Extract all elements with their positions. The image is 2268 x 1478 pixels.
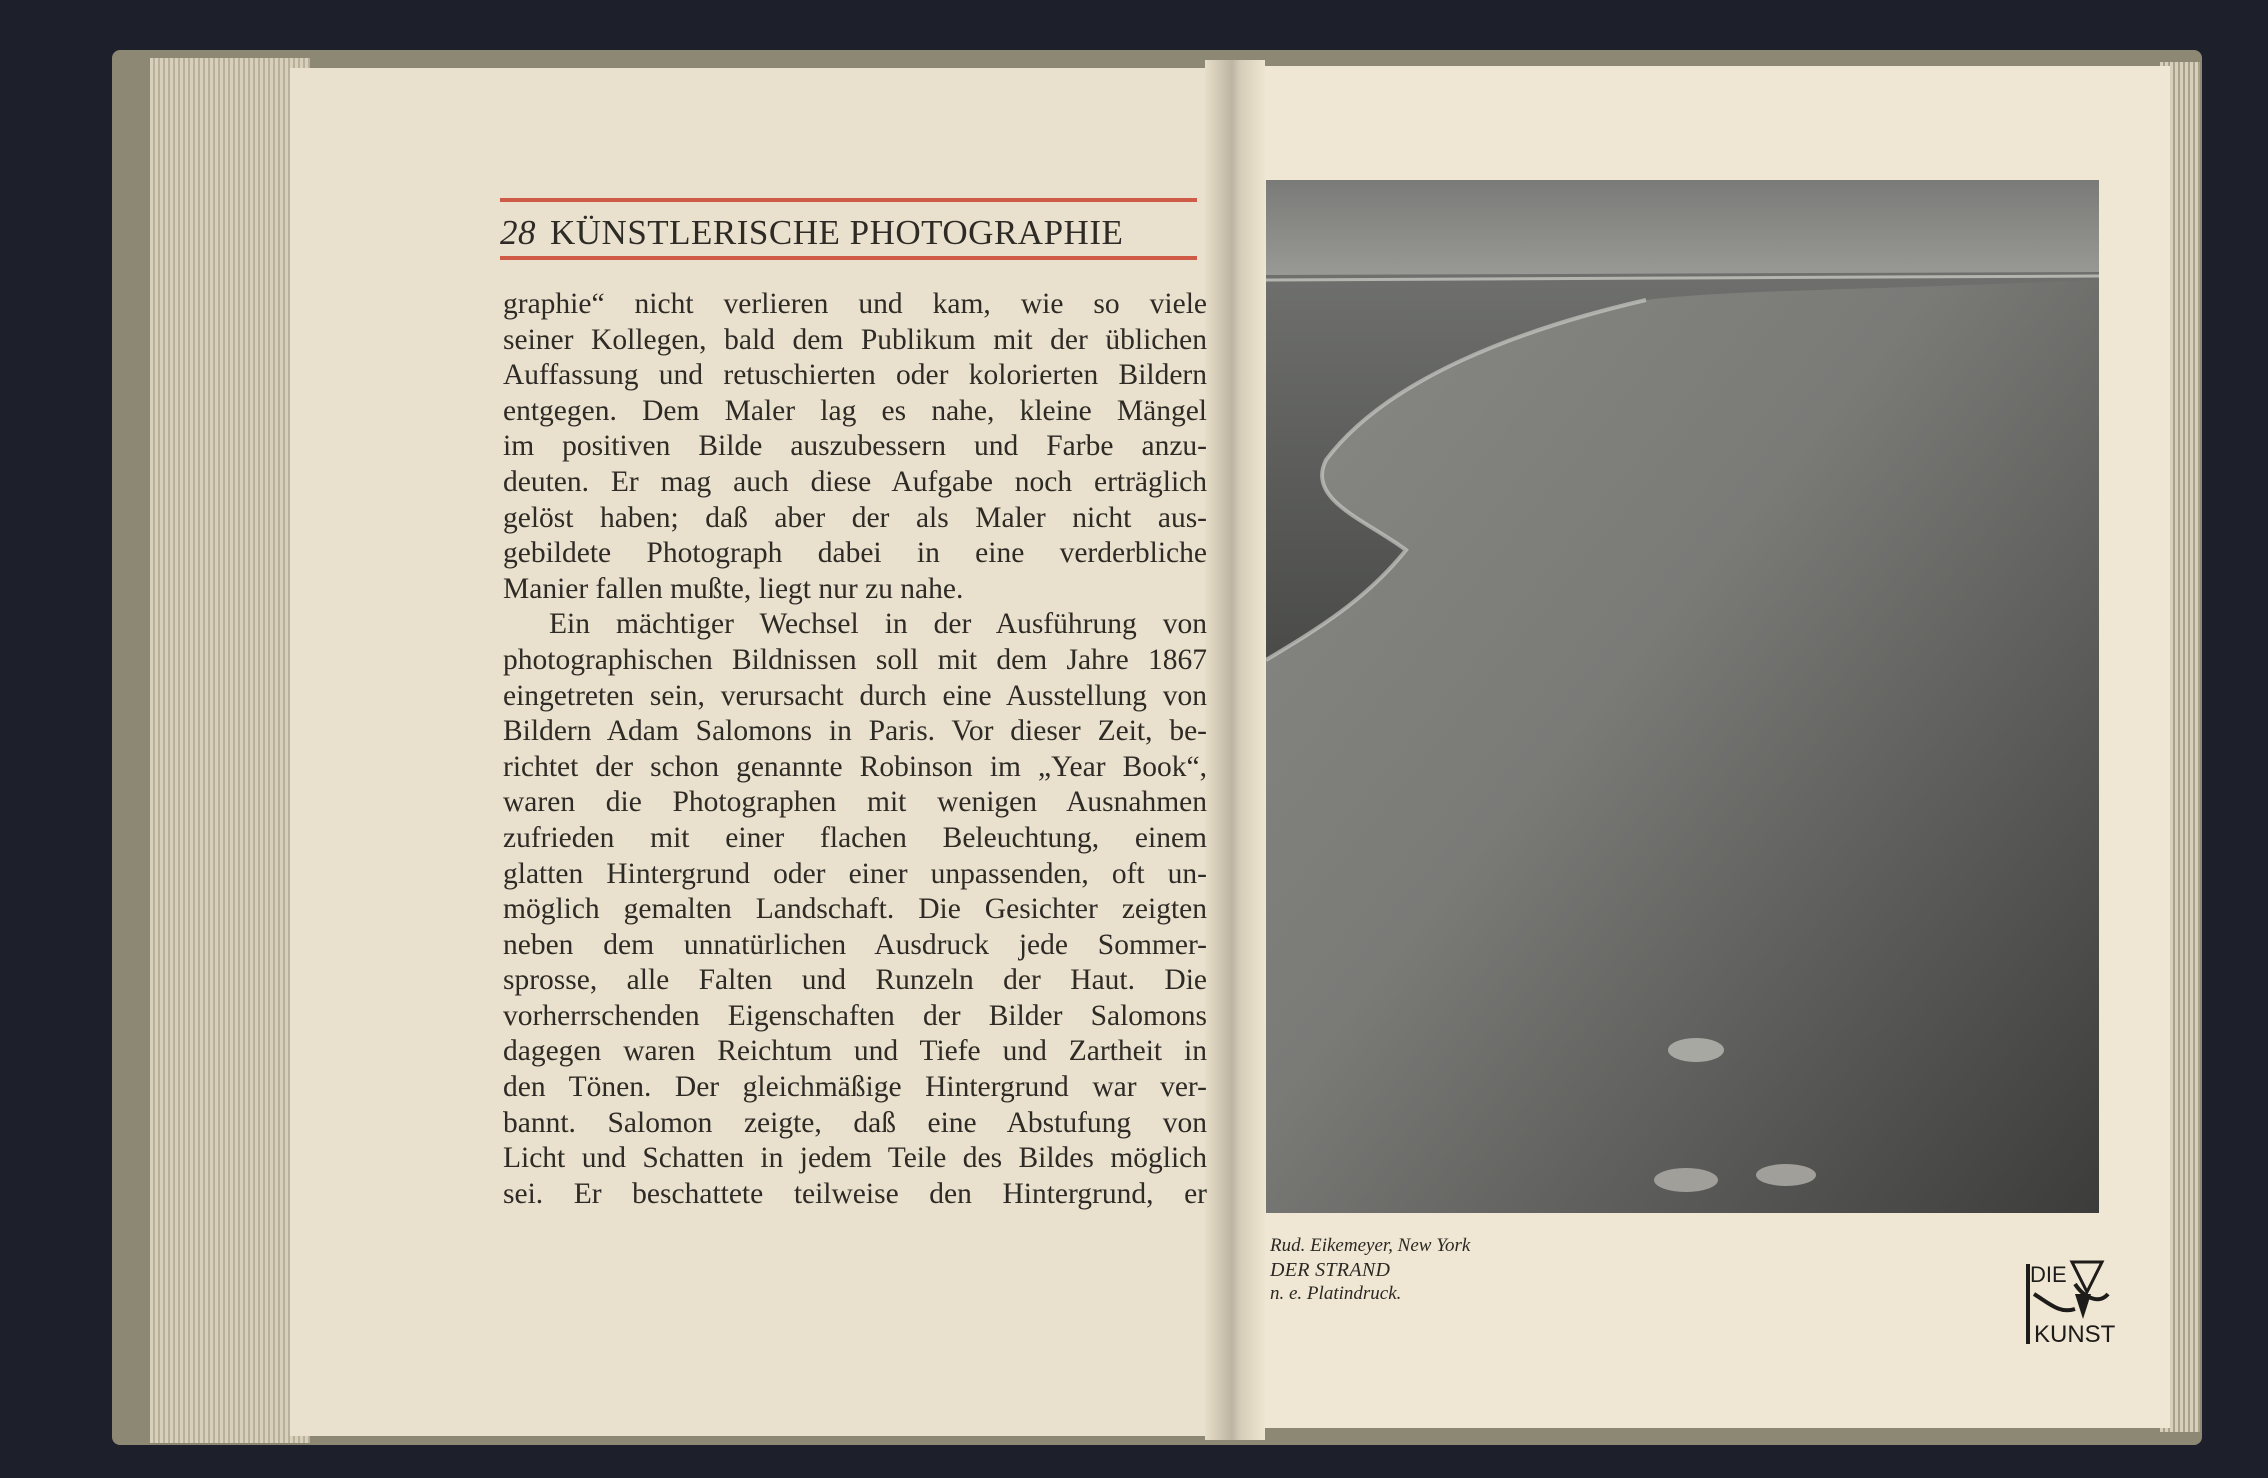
running-head-title: KÜNSTLERISCHE PHOTOGRAPHIE xyxy=(550,213,1124,252)
text-line: den Tönen. Der gleichmäßige Hintergrund war ver- xyxy=(503,1071,1207,1104)
text-line: photographischen Bildnissen soll mit dem Jahre 1867 xyxy=(503,643,1207,676)
photo-caption xyxy=(1270,1234,1470,1306)
text-line: graphie“ nicht verlieren und kam, wie so viele xyxy=(503,288,1207,320)
text-line: deuten. Er mag auch diese Aufgabe noch erträglich xyxy=(503,465,1207,498)
page-edges-left xyxy=(150,58,310,1443)
beach-image xyxy=(1266,180,2099,1213)
text-line: Bildern Adam Salomons in Paris. Vor dieser Zeit, be- xyxy=(503,715,1207,748)
text-line: zufrieden mit einer flachen Beleuchtung, einem xyxy=(503,821,1207,854)
text-line: möglich gemalten Landschaft. Die Gesichter zeigten xyxy=(503,893,1207,926)
text-line: eingetreten sein, verursacht durch eine Ausstellung von xyxy=(503,679,1207,712)
text-line: Licht und Schatten in jedem Teile des Bildes möglich xyxy=(503,1142,1207,1175)
text-line: Ein mächtiger Wechsel in der Ausführung von xyxy=(549,608,1207,641)
page-number: 28 xyxy=(500,213,536,252)
text-line: bannt. Salomon zeigte, daß eine Abstufung von xyxy=(503,1106,1207,1139)
photograph-beach xyxy=(1266,180,2099,1213)
text-line: neben dem unnatürlichen Ausdruck jede Sommer- xyxy=(503,928,1207,961)
text-line: gelöst haben; daß aber der als Maler nicht aus- xyxy=(503,501,1207,534)
die-kunst-logo xyxy=(2020,1254,2115,1349)
text-line: sprosse, alle Falten und Runzeln der Haut. Die xyxy=(503,964,1207,997)
caption-process: n. e. Platindruck. xyxy=(1270,1283,1402,1304)
text-line: Auffassung und retuschierten oder kolorierten Bildern xyxy=(503,359,1207,392)
text-line: richtet der schon genannte Robinson im „Year Book“, xyxy=(503,750,1207,783)
text-line: dagegen waren Reichtum und Tiefe und Zartheit in xyxy=(503,1035,1207,1068)
header-rule-top xyxy=(500,198,1197,202)
book-gutter xyxy=(1205,60,1265,1440)
text-line: vorherrschenden Eigenschaften der Bilder Salomons xyxy=(503,999,1207,1032)
text-line: gebildete Photograph dabei in eine verderbliche xyxy=(503,537,1207,570)
running-head xyxy=(500,213,1123,253)
svg-text:DIE: DIE xyxy=(2030,1262,2067,1287)
text-line: glatten Hintergrund oder einer unpassenden, oft un- xyxy=(503,857,1207,890)
text-line: im positiven Bilde auszubessern und Farbe anzu- xyxy=(503,430,1207,463)
header-rule-bottom xyxy=(500,256,1197,260)
body-text xyxy=(503,287,1207,1212)
caption-photographer: Rud. Eikemeyer, New York xyxy=(1270,1235,1471,1256)
svg-text:KUNST: KUNST xyxy=(2034,1321,2115,1348)
caption-title: DER STRAND xyxy=(1270,1259,1391,1281)
text-line: entgegen. Dem Maler lag es nahe, kleine Mängel xyxy=(503,394,1207,427)
text-line: sei. Er beschattete teilweise den Hintergrund, er xyxy=(503,1177,1207,1210)
text-line: waren die Photographen mit wenigen Ausnahmen xyxy=(503,786,1207,819)
text-line: seiner Kollegen, bald dem Publikum mit der üblichen xyxy=(503,323,1207,356)
text-line: Manier fallen mußte, liegt nur zu nahe. xyxy=(503,572,964,605)
